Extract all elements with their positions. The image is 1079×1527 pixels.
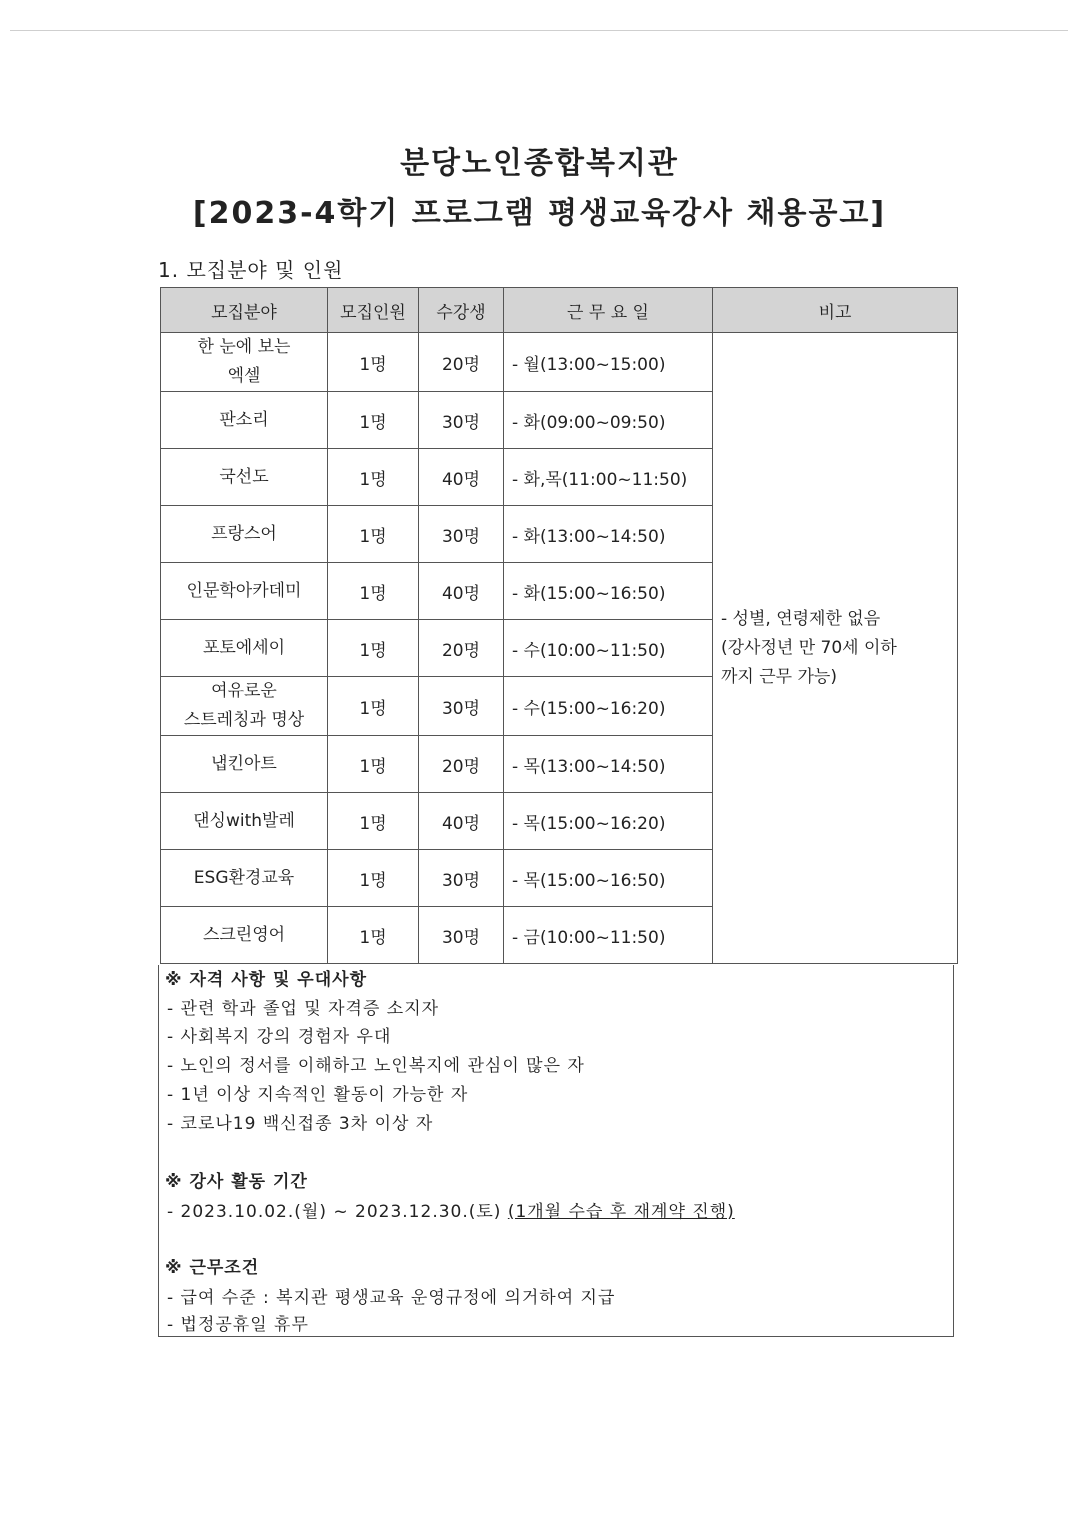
header-students: 수강생 — [419, 288, 504, 333]
schedule-cell: - 목(15:00~16:20) — [504, 793, 713, 850]
field-cell: 국선도 — [161, 449, 328, 506]
field-cell: ESG환경교육 — [161, 850, 328, 907]
field-cell: 댄싱with발레 — [161, 793, 328, 850]
qualifications-heading: ※ 자격 사항 및 우대사항 — [165, 970, 367, 990]
count-cell: 1명 — [328, 449, 419, 506]
schedule-cell: - 화,목(11:00~11:50) — [504, 449, 713, 506]
list-item: - 관련 학과 졸업 및 자격증 소지자 — [167, 999, 440, 1019]
period-probation-note: (1개월 수습 후 재계약 진행) — [507, 1202, 735, 1222]
count-cell: 1명 — [328, 333, 419, 392]
schedule-cell: - 금(10:00~11:50) — [504, 907, 713, 964]
header-count: 모집인원 — [328, 288, 419, 333]
note-line: (강사정년 만 70세 이하 — [721, 637, 897, 658]
field-cell: 스크린영어 — [161, 907, 328, 964]
students-cell: 30명 — [419, 907, 504, 964]
field-cell: 한 눈에 보는 엑셀 — [161, 333, 328, 392]
field-cell: 프랑스어 — [161, 506, 328, 563]
count-cell: 1명 — [328, 620, 419, 677]
table-header-row — [161, 288, 958, 333]
header-schedule: 근 무 요 일 — [504, 288, 713, 333]
page-title-notice: [2023-4학기 프로그램 평생교육강사 채용공고] — [192, 196, 887, 231]
conditions-heading: ※ 근무조건 — [165, 1258, 260, 1278]
schedule-cell: - 화(13:00~14:50) — [504, 506, 713, 563]
list-item: - 급여 수준 : 복지관 평생교육 운영규정에 의거하여 지급 — [167, 1288, 616, 1308]
schedule-cell: - 화(15:00~16:50) — [504, 563, 713, 620]
students-cell: 40명 — [419, 563, 504, 620]
count-cell: 1명 — [328, 677, 419, 736]
header-field: 모집분야 — [161, 288, 328, 333]
header-note: 비고 — [713, 288, 958, 333]
count-cell: 1명 — [328, 392, 419, 449]
table-row — [161, 333, 958, 392]
period-dates: - 2023.10.02.(월) ~ 2023.12.30.(토) — [167, 1202, 508, 1222]
schedule-cell: - 월(13:00~15:00) — [504, 333, 713, 392]
list-item: - 1년 이상 지속적인 활동이 가능한 자 — [167, 1085, 469, 1105]
schedule-cell: - 화(09:00~09:50) — [504, 392, 713, 449]
list-item: - 코로나19 백신접종 3차 이상 자 — [167, 1114, 434, 1134]
students-cell: 20명 — [419, 620, 504, 677]
count-cell: 1명 — [328, 793, 419, 850]
count-cell: 1명 — [328, 736, 419, 793]
period-text — [167, 1197, 735, 1222]
students-cell: 20명 — [419, 333, 504, 392]
list-item: - 사회복지 강의 경험자 우대 — [167, 1027, 392, 1047]
recruitment-table — [160, 287, 958, 964]
students-cell: 30명 — [419, 506, 504, 563]
page-title-org: 분당노인종합복지관 — [400, 146, 679, 181]
period-heading: ※ 강사 활동 기간 — [165, 1172, 308, 1192]
students-cell: 30명 — [419, 850, 504, 907]
field-cell: 포토에세이 — [161, 620, 328, 677]
schedule-cell: - 수(10:00~11:50) — [504, 620, 713, 677]
page-top-rule — [10, 30, 1068, 31]
note-line: - 성별, 연령제한 없음 — [721, 608, 881, 629]
field-cell: 여유로운 스트레칭과 명상 — [161, 677, 328, 736]
field-cell: 인문학아카데미 — [161, 563, 328, 620]
field-cell: 판소리 — [161, 392, 328, 449]
students-cell: 30명 — [419, 392, 504, 449]
list-item: - 법정공휴일 휴무 — [167, 1315, 309, 1335]
count-cell: 1명 — [328, 506, 419, 563]
schedule-cell: - 목(15:00~16:50) — [504, 850, 713, 907]
details-box — [158, 965, 954, 1337]
note-line: 까지 근무 가능) — [721, 666, 837, 687]
section-heading-recruitment: 1. 모집분야 및 인원 — [158, 258, 344, 282]
schedule-cell: - 목(13:00~14:50) — [504, 736, 713, 793]
count-cell: 1명 — [328, 563, 419, 620]
schedule-cell: - 수(15:00~16:20) — [504, 677, 713, 736]
note-cell — [713, 333, 958, 964]
count-cell: 1명 — [328, 850, 419, 907]
students-cell: 30명 — [419, 677, 504, 736]
students-cell: 40명 — [419, 793, 504, 850]
students-cell: 40명 — [419, 449, 504, 506]
field-cell: 냅킨아트 — [161, 736, 328, 793]
list-item: - 노인의 정서를 이해하고 노인복지에 관심이 많은 자 — [167, 1056, 585, 1076]
count-cell: 1명 — [328, 907, 419, 964]
students-cell: 20명 — [419, 736, 504, 793]
